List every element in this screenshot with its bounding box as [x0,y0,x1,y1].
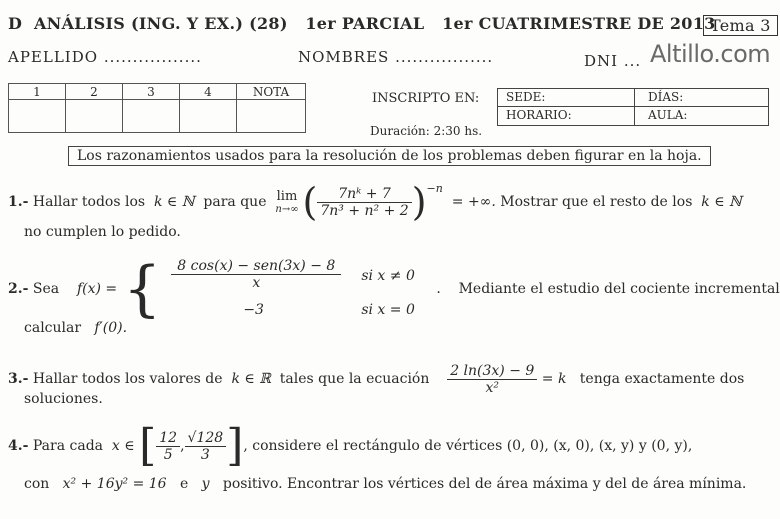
problem-4-text-d: e [179,476,189,492]
limit-numerator: 7nᵏ + 7 [317,186,411,203]
equation-denominator: x² [485,379,499,396]
interval-lower-denominator: 5 [163,446,173,463]
interval-lower-fraction [156,430,180,463]
problem-4-y: y [201,476,210,492]
derivative-at-zero: f′(0). [94,320,128,336]
left-paren: ( [302,180,318,224]
problem-1-text-a: Hallar todos los [32,194,146,210]
exam-header [8,14,716,33]
lim-label: lim [276,189,298,204]
problem-4: 4.- Para cada x ∈ [ $\frac{12}{5}$ , $\frac{√128}{3}$ ] , considere el rectángulo de vértices (0, 0), (x, 0), (x, y) y (0, y), [8,420,693,471]
problem-3-number: 3.- [8,371,29,387]
problem-1 [8,180,742,224]
grade-cell-1 [9,100,66,133]
problem-4-text-b: , considere el rectángulo de vértices (0, 0), (x, 0), (x, y) y (0, y), [243,438,693,454]
aula-label: AULA: [648,108,688,122]
problem-4-text-e: positivo. Encontrar los vértices del de área máxima y del de área mínima. [222,476,747,492]
case-2-value: −3 [243,302,264,318]
problem-3-text-c: tenga exactamente dos [579,371,745,387]
problem-4-x-in: x ∈ [111,438,135,454]
problem-2-line-2 [24,320,127,336]
case-1-fraction [171,258,341,291]
dias-label: DÍAS: [648,90,684,104]
dni-field: DNI ... [584,52,642,70]
limit-denominator: 7n³ + n² + 2 [320,202,409,219]
piecewise-brace: { [123,254,162,324]
inscripto-box [497,88,769,126]
right-paren: ) [411,180,427,224]
grade-cell-4 [180,100,237,133]
piecewise-cases [171,256,436,322]
interval-right-bracket: ] [226,420,244,471]
problem-1-text-c: Mostrar que el resto de los [500,194,693,210]
problem-1-k-in-n-2: k ∈ ℕ [701,194,742,210]
problem-3 [8,358,744,400]
header-letter: D [8,14,23,33]
tema-badge: Tema 3 [703,15,778,36]
case-2-condition: si x = 0 [361,302,415,318]
course-title: ANÁLISIS (ING. Y EX.) (28) [33,14,288,33]
problem-4-number: 4.- [8,438,29,454]
problem-3-k-in-r: k ∈ ℝ [231,371,271,387]
problem-4-text-a: Para cada [32,438,104,454]
equation-fraction [447,363,537,396]
problem-2-text-a: Sea [32,281,60,297]
parcial-label: 1er PARCIAL [305,14,425,33]
problem-2: 2.- Sea f(x) = { 8 cos(x) − sen(3x) − 8 x si x ≠ 0 −3 si x = 0 . Mediante el estudio del cociente incremental [8,254,780,324]
function-name: f(x) = [76,281,118,297]
case-1-condition: si x ≠ 0 [361,268,415,284]
interval-upper-numerator: √128 [185,430,227,447]
lim-subscript: n→∞ [275,204,299,215]
apellido-field: APELLIDO ................. [8,48,202,66]
interval-upper-fraction [185,430,227,463]
duracion-label: Duración: 2:30 hs. [370,124,483,138]
limit-exponent: −n [426,182,443,195]
grade-cell-2 [66,100,123,133]
equation-numerator: 2 ln(3x) − 9 [447,363,537,380]
problem-1-k-in-n: k ∈ ℕ [153,194,195,210]
problem-3-text-b: tales que la ecuación [279,371,430,387]
problem-3-text-d: soluciones. [24,391,103,407]
sede-label: SEDE: [506,90,546,104]
problem-4-text-c: con [24,476,50,492]
interval-left-bracket: [ [139,420,157,471]
grade-header-3: 3 [123,84,180,100]
limit-result: = +∞. [451,194,496,210]
problem-1-text-b: para que [203,194,267,210]
grade-header-2: 2 [66,84,123,100]
problem-1-number: 1.- [8,194,29,210]
problem-2-text-b: Mediante el estudio del cociente incremental [458,281,780,297]
ellipse-equation: x² + 16y² = 16 [62,476,167,492]
grades-table [8,83,306,133]
altillo-logo: Altillo.com [650,40,771,68]
grade-cell-3 [123,100,180,133]
grade-header-4: 4 [180,84,237,100]
horario-label: HORARIO: [506,108,572,122]
limit-operator [275,189,298,215]
grade-header-1: 1 [9,84,66,100]
problem-1-text-d: no cumplen lo pedido. [24,224,181,240]
limit-fraction [317,186,411,219]
case-1-denominator: x [252,275,261,291]
equation-rhs: = k [541,371,567,387]
problem-4-line-2 [24,476,746,492]
interval-upper-denominator: 3 [200,446,210,463]
notice-box: Los razonamientos usados para la resolución de los problemas deben figurar en la hoja. [68,146,711,166]
interval-lower-numerator: 12 [156,430,180,447]
inscripto-label: INSCRIPTO EN: [372,91,480,106]
cuatrimestre-label: 1er CUATRIMESTRE DE 2013 [442,14,716,33]
problem-2-text-c: calcular [24,320,82,336]
grade-cell-nota [237,100,306,133]
grade-header-nota: NOTA [237,84,306,100]
case-1-numerator: 8 cos(x) − sen(3x) − 8 [171,258,341,275]
nombres-field: NOMBRES ................. [298,48,494,66]
problem-3-text-a: Hallar todos los valores de [32,371,223,387]
problem-2-number: 2.- [8,281,29,297]
